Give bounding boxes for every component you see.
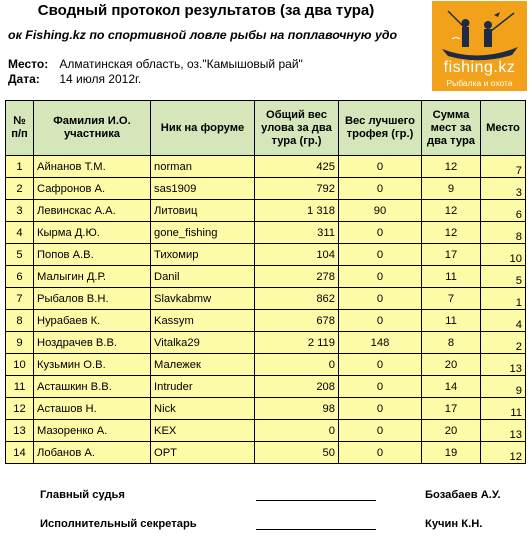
col-header-nick: Ник на форуме <box>151 101 255 156</box>
table-row <box>6 354 526 376</box>
cell-name: Малыгин Д.Р. <box>34 266 151 288</box>
cell-nick: Danil <box>151 266 255 288</box>
cell-number: 10 <box>6 354 34 376</box>
cell-place: 12 <box>481 442 526 464</box>
cell-total-weight: 208 <box>255 376 339 398</box>
table-row <box>6 376 526 398</box>
cell-nick: Intruder <box>151 376 255 398</box>
chief-judge-name: Бозабаев А.У. <box>425 489 501 501</box>
cell-nick: norman <box>151 156 255 178</box>
cell-nick: Slavkabmw <box>151 288 255 310</box>
cell-total-weight: 678 <box>255 310 339 332</box>
table-row <box>6 244 526 266</box>
cell-place: 8 <box>481 222 526 244</box>
cell-trophy-weight: 0 <box>339 310 422 332</box>
cell-number: 12 <box>6 398 34 420</box>
cell-place: 3 <box>481 178 526 200</box>
secretary-signature-line <box>256 529 376 530</box>
cell-number: 7 <box>6 288 34 310</box>
cell-place-sum: 17 <box>422 398 481 420</box>
meta-location-value: Алматинская область, оз."Камышовый рай" <box>59 57 303 71</box>
logo-text: fishing.kz <box>443 59 516 76</box>
results-table <box>5 100 526 464</box>
cell-place: 11 <box>481 398 526 420</box>
cell-total-weight: 1 318 <box>255 200 339 222</box>
cell-place: 7 <box>481 156 526 178</box>
table-row <box>6 442 526 464</box>
cell-trophy-weight: 0 <box>339 178 422 200</box>
meta-location-label: Место: <box>8 57 49 71</box>
cell-place-sum: 17 <box>422 244 481 266</box>
cell-name: Сафронов А. <box>34 178 151 200</box>
cell-trophy-weight: 90 <box>339 200 422 222</box>
cell-number: 13 <box>6 420 34 442</box>
cell-nick: KEX <box>151 420 255 442</box>
cell-name: Ноздрачев В.В. <box>34 332 151 354</box>
cell-name: Асташкин В.В. <box>34 376 151 398</box>
col-header-number: № п/п <box>6 101 34 156</box>
cell-place-sum: 19 <box>422 442 481 464</box>
cell-trophy-weight: 0 <box>339 420 422 442</box>
cell-name: Левинскас А.А. <box>34 200 151 222</box>
cell-number: 3 <box>6 200 34 222</box>
cell-name: Нурабаев К. <box>34 310 151 332</box>
cell-number: 5 <box>6 244 34 266</box>
secretary-name: Кучин К.Н. <box>425 518 483 530</box>
cell-nick: Тихомир <box>151 244 255 266</box>
cell-name: Мазоренко А. <box>34 420 151 442</box>
table-row <box>6 398 526 420</box>
meta-date-value: 14 июля 2012г. <box>59 72 142 86</box>
table-header-row <box>6 101 526 156</box>
cell-place-sum: 9 <box>422 178 481 200</box>
cell-place: 13 <box>481 420 526 442</box>
cell-name: Кузьмин О.В. <box>34 354 151 376</box>
cell-trophy-weight: 148 <box>339 332 422 354</box>
cell-nick: sas1909 <box>151 178 255 200</box>
cell-trophy-weight: 0 <box>339 288 422 310</box>
table-row <box>6 178 526 200</box>
cell-number: 8 <box>6 310 34 332</box>
cell-place: 10 <box>481 244 526 266</box>
cell-trophy-weight: 0 <box>339 244 422 266</box>
table-row <box>6 310 526 332</box>
cell-nick: Nick <box>151 398 255 420</box>
cell-trophy-weight: 0 <box>339 156 422 178</box>
cell-name: Асташов Н. <box>34 398 151 420</box>
cell-nick: Vitalka29 <box>151 332 255 354</box>
col-header-name: Фамилия И.О. участника <box>34 101 151 156</box>
table-row <box>6 156 526 178</box>
cell-number: 1 <box>6 156 34 178</box>
table-row <box>6 288 526 310</box>
col-header-place-sum: Сумма мест за два тура <box>422 101 481 156</box>
cell-trophy-weight: 0 <box>339 398 422 420</box>
cell-place-sum: 7 <box>422 288 481 310</box>
cell-trophy-weight: 0 <box>339 222 422 244</box>
cell-total-weight: 50 <box>255 442 339 464</box>
cell-name: Айнанов Т.М. <box>34 156 151 178</box>
cell-place-sum: 20 <box>422 420 481 442</box>
cell-total-weight: 311 <box>255 222 339 244</box>
cell-nick: OPT <box>151 442 255 464</box>
cell-place-sum: 14 <box>422 376 481 398</box>
cell-place-sum: 12 <box>422 156 481 178</box>
cell-name: Кырма Д.Ю. <box>34 222 151 244</box>
table-row <box>6 222 526 244</box>
cell-trophy-weight: 0 <box>339 354 422 376</box>
cell-place: 1 <box>481 288 526 310</box>
cell-place: 4 <box>481 310 526 332</box>
cell-place: 13 <box>481 354 526 376</box>
table-row <box>6 332 526 354</box>
col-header-place: Место <box>481 101 526 156</box>
cell-number: 11 <box>6 376 34 398</box>
cell-total-weight: 0 <box>255 420 339 442</box>
cell-total-weight: 425 <box>255 156 339 178</box>
cell-nick: Kassym <box>151 310 255 332</box>
cell-nick: gone_fishing <box>151 222 255 244</box>
document-subtitle: ок Fishing.kz по спортивной ловле рыбы на поплавочную удо <box>8 28 398 42</box>
cell-place-sum: 11 <box>422 310 481 332</box>
cell-name: Рыбалов В.Н. <box>34 288 151 310</box>
cell-total-weight: 792 <box>255 178 339 200</box>
cell-total-weight: 278 <box>255 266 339 288</box>
cell-number: 9 <box>6 332 34 354</box>
cell-place: 9 <box>481 376 526 398</box>
table-row <box>6 420 526 442</box>
cell-name: Попов А.В. <box>34 244 151 266</box>
cell-place-sum: 11 <box>422 266 481 288</box>
document-title: Сводный протокол результатов (за два тура) <box>37 2 375 19</box>
cell-place: 5 <box>481 266 526 288</box>
cell-place-sum: 20 <box>422 354 481 376</box>
meta-date-label: Дата: <box>8 72 40 86</box>
cell-nick: Малежек <box>151 354 255 376</box>
chief-judge-signature-line <box>256 500 376 501</box>
fisherman-boat-icon <box>432 1 527 61</box>
secretary-role: Исполнительный секретарь <box>40 518 197 530</box>
cell-trophy-weight: 0 <box>339 442 422 464</box>
cell-trophy-weight: 0 <box>339 376 422 398</box>
col-header-total-weight: Общий вес улова за два тура (гр.) <box>255 101 339 156</box>
fishing-logo <box>432 1 527 91</box>
cell-place-sum: 12 <box>422 200 481 222</box>
cell-name: Лобанов А. <box>34 442 151 464</box>
logo-tagline: Рыбалка и охота <box>446 78 513 88</box>
cell-place: 6 <box>481 200 526 222</box>
cell-total-weight: 862 <box>255 288 339 310</box>
cell-place-sum: 8 <box>422 332 481 354</box>
meta-date <box>8 72 141 86</box>
table-row <box>6 266 526 288</box>
cell-number: 4 <box>6 222 34 244</box>
cell-number: 6 <box>6 266 34 288</box>
cell-place: 2 <box>481 332 526 354</box>
col-header-trophy-weight: Вес лучшего трофея (гр.) <box>339 101 422 156</box>
cell-total-weight: 0 <box>255 354 339 376</box>
cell-total-weight: 98 <box>255 398 339 420</box>
chief-judge-role: Главный судья <box>40 489 125 501</box>
cell-trophy-weight: 0 <box>339 266 422 288</box>
cell-nick: Литовиц <box>151 200 255 222</box>
meta-location <box>8 57 303 71</box>
cell-total-weight: 104 <box>255 244 339 266</box>
cell-number: 14 <box>6 442 34 464</box>
cell-number: 2 <box>6 178 34 200</box>
cell-total-weight: 2 119 <box>255 332 339 354</box>
table-row <box>6 200 526 222</box>
cell-place-sum: 12 <box>422 222 481 244</box>
